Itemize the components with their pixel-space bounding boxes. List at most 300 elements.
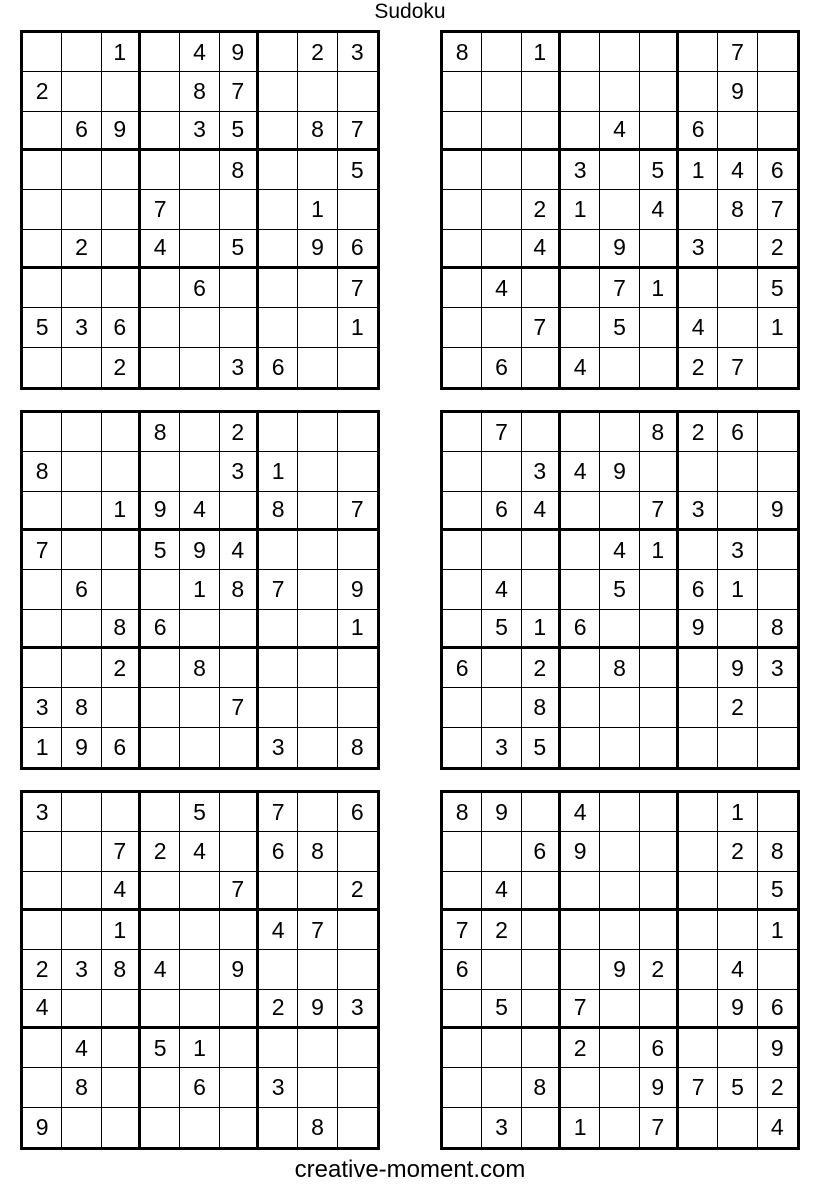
sudoku-cell: 9 — [220, 33, 259, 72]
sudoku-cell: 4 — [718, 151, 757, 190]
sudoku-cell — [141, 33, 180, 72]
sudoku-cell: 1 — [718, 570, 757, 609]
sudoku-cell: 8 — [180, 649, 219, 688]
sudoku-cell — [298, 413, 337, 452]
sudoku-cell — [718, 610, 757, 649]
sudoku-cell: 1 — [758, 308, 797, 347]
sudoku-cell — [600, 33, 639, 72]
sudoku-cell — [180, 1108, 219, 1147]
sudoku-cell: 4 — [180, 33, 219, 72]
sudoku-cell: 2 — [679, 348, 718, 387]
sudoku-cell: 7 — [220, 872, 259, 911]
sudoku-cell — [220, 1108, 259, 1147]
sudoku-cell — [298, 950, 337, 989]
sudoku-cell — [180, 950, 219, 989]
sudoku-cell — [62, 348, 101, 387]
sudoku-cell: 1 — [718, 793, 757, 832]
sudoku-cell — [443, 413, 482, 452]
sudoku-cell — [259, 151, 298, 190]
sudoku-cell — [298, 1029, 337, 1068]
sudoku-cell — [640, 112, 679, 151]
sudoku-cell: 6 — [679, 112, 718, 151]
sudoku-cell: 7 — [640, 1108, 679, 1147]
sudoku-cell — [718, 269, 757, 308]
sudoku-cell — [482, 72, 521, 111]
sudoku-cell — [679, 1029, 718, 1068]
sudoku-cell — [679, 728, 718, 767]
sudoku-cell: 3 — [679, 230, 718, 269]
sudoku-cell — [758, 531, 797, 570]
sudoku-cell: 4 — [180, 832, 219, 871]
sudoku-cell: 6 — [141, 610, 180, 649]
sudoku-cell — [482, 531, 521, 570]
sudoku-cell — [522, 151, 561, 190]
sudoku-cell — [220, 728, 259, 767]
sudoku-cell — [23, 348, 62, 387]
sudoku-cell — [62, 649, 101, 688]
sudoku-cell: 6 — [62, 570, 101, 609]
sudoku-cell: 8 — [298, 112, 337, 151]
sudoku-cell — [758, 452, 797, 491]
sudoku-cell: 3 — [718, 531, 757, 570]
sudoku-cell — [443, 452, 482, 491]
sudoku-cell — [102, 269, 141, 308]
sudoku-cell — [600, 348, 639, 387]
sudoku-cell: 8 — [718, 190, 757, 229]
sudoku-cell: 6 — [718, 413, 757, 452]
sudoku-cell — [758, 33, 797, 72]
sudoku-cell: 5 — [180, 793, 219, 832]
sudoku-cell — [23, 570, 62, 609]
sudoku-cell: 2 — [298, 33, 337, 72]
sudoku-cell: 9 — [718, 990, 757, 1029]
sudoku-cell: 9 — [561, 832, 600, 871]
sudoku-cell: 4 — [180, 492, 219, 531]
sudoku-cell — [141, 728, 180, 767]
sudoku-cell — [141, 452, 180, 491]
sudoku-cell: 7 — [338, 112, 377, 151]
sudoku-cell: 2 — [102, 348, 141, 387]
sudoku-cell — [102, 72, 141, 111]
sudoku-cell — [338, 950, 377, 989]
sudoku-cell — [259, 190, 298, 229]
sudoku-cell — [220, 649, 259, 688]
sudoku-cell — [259, 112, 298, 151]
sudoku-cell — [718, 230, 757, 269]
sudoku-cell — [561, 308, 600, 347]
sudoku-cell — [561, 492, 600, 531]
sudoku-cell — [259, 269, 298, 308]
sudoku-cell: 1 — [338, 610, 377, 649]
sudoku-cell: 8 — [443, 33, 482, 72]
sudoku-cell: 7 — [259, 793, 298, 832]
sudoku-cell: 8 — [220, 570, 259, 609]
sudoku-cell: 3 — [180, 112, 219, 151]
sudoku-cell: 2 — [522, 190, 561, 229]
sudoku-cell — [141, 649, 180, 688]
sudoku-cell — [180, 872, 219, 911]
sudoku-cell — [180, 413, 219, 452]
sudoku-cell: 2 — [23, 72, 62, 111]
sudoku-cell: 9 — [482, 793, 521, 832]
sudoku-cell — [482, 33, 521, 72]
sudoku-cell: 1 — [102, 33, 141, 72]
sudoku-cell — [259, 950, 298, 989]
sudoku-cell — [180, 308, 219, 347]
sudoku-cell — [62, 452, 101, 491]
sudoku-cell — [180, 990, 219, 1029]
sudoku-cell — [259, 1029, 298, 1068]
sudoku-cell — [718, 492, 757, 531]
sudoku-cell — [443, 832, 482, 871]
sudoku-cell — [338, 1029, 377, 1068]
sudoku-cell — [23, 112, 62, 151]
sudoku-cell: 9 — [640, 1068, 679, 1107]
sudoku-cell — [600, 413, 639, 452]
sudoku-cell: 4 — [561, 348, 600, 387]
sudoku-cell — [23, 492, 62, 531]
sudoku-cell — [259, 872, 298, 911]
sudoku-cell — [482, 1029, 521, 1068]
sudoku-cell: 5 — [338, 151, 377, 190]
sudoku-cell: 1 — [679, 151, 718, 190]
sudoku-grid-2 — [440, 30, 800, 390]
sudoku-cell: 1 — [758, 911, 797, 950]
sudoku-cell — [522, 872, 561, 911]
sudoku-cell: 7 — [220, 72, 259, 111]
sudoku-cell — [443, 1068, 482, 1107]
sudoku-cell — [443, 872, 482, 911]
sudoku-cell: 4 — [561, 452, 600, 491]
sudoku-cell — [23, 413, 62, 452]
sudoku-cell — [141, 112, 180, 151]
sudoku-cell: 4 — [141, 230, 180, 269]
sudoku-cell — [758, 413, 797, 452]
sudoku-cell — [23, 832, 62, 871]
sudoku-cell: 4 — [482, 269, 521, 308]
sudoku-cell — [561, 649, 600, 688]
sudoku-cell: 7 — [443, 911, 482, 950]
sudoku-cell — [180, 190, 219, 229]
sudoku-cell: 7 — [600, 269, 639, 308]
sudoku-cell — [640, 911, 679, 950]
sudoku-cell — [141, 990, 180, 1029]
sudoku-cell — [141, 688, 180, 727]
sudoku-cell — [62, 1108, 101, 1147]
sudoku-cell — [640, 872, 679, 911]
sudoku-cell — [180, 688, 219, 727]
sudoku-cell — [23, 230, 62, 269]
sudoku-cell: 4 — [141, 950, 180, 989]
sudoku-cell — [23, 1029, 62, 1068]
sudoku-cell: 9 — [718, 649, 757, 688]
sudoku-cell — [23, 610, 62, 649]
sudoku-cell — [600, 492, 639, 531]
sudoku-cell: 9 — [338, 570, 377, 609]
sudoku-cell — [640, 570, 679, 609]
sudoku-cell — [482, 190, 521, 229]
sudoku-grid-4 — [440, 410, 800, 770]
sudoku-cell — [298, 688, 337, 727]
sudoku-cell: 1 — [338, 308, 377, 347]
sudoku-cell — [718, 308, 757, 347]
sudoku-cell — [298, 348, 337, 387]
sudoku-cell — [561, 872, 600, 911]
sudoku-cell: 2 — [758, 230, 797, 269]
sudoku-cell — [640, 610, 679, 649]
sudoku-cell: 4 — [23, 990, 62, 1029]
sudoku-cell — [338, 1068, 377, 1107]
sudoku-cell — [482, 688, 521, 727]
sudoku-cell — [443, 688, 482, 727]
sudoku-cell: 3 — [62, 308, 101, 347]
sudoku-cell: 4 — [102, 872, 141, 911]
sudoku-cell: 1 — [561, 190, 600, 229]
sudoku-cell: 8 — [350, 733, 364, 760]
sudoku-cell — [718, 872, 757, 911]
sudoku-cell — [679, 33, 718, 72]
sudoku-cell: 9 — [141, 492, 180, 531]
sudoku-cell: 6 — [758, 990, 797, 1029]
sudoku-cell: 5 — [600, 570, 639, 609]
sudoku-cell: 8 — [62, 688, 101, 727]
sudoku-cell: 6 — [338, 230, 377, 269]
sudoku-cell: 8 — [443, 793, 482, 832]
sudoku-cell — [102, 1108, 141, 1147]
sudoku-cell: 6 — [180, 269, 219, 308]
sudoku-cell: 4 — [770, 1113, 784, 1140]
sudoku-cell — [561, 728, 600, 767]
sudoku-cell — [679, 1108, 718, 1147]
sudoku-cell: 3 — [220, 452, 259, 491]
sudoku-cell — [338, 348, 377, 387]
sudoku-cell: 6 — [443, 950, 482, 989]
sudoku-cell — [23, 33, 62, 72]
sudoku-cell: 2 — [561, 1029, 600, 1068]
sudoku-cell: 2 — [62, 230, 101, 269]
sudoku-cell — [220, 308, 259, 347]
sudoku-cell: 5 — [482, 990, 521, 1029]
sudoku-cell: 8 — [102, 610, 141, 649]
sudoku-cell — [640, 33, 679, 72]
sudoku-cell — [600, 190, 639, 229]
sudoku-cell: 3 — [338, 990, 377, 1029]
sudoku-cell: 2 — [23, 950, 62, 989]
sudoku-cell — [600, 610, 639, 649]
sudoku-cell — [640, 452, 679, 491]
sudoku-cell: 8 — [758, 610, 797, 649]
sudoku-cell: 4 — [600, 531, 639, 570]
sudoku-cell — [298, 872, 337, 911]
sudoku-cell — [561, 413, 600, 452]
sudoku-cell: 1 — [522, 33, 561, 72]
sudoku-cell: 5 — [758, 269, 797, 308]
sudoku-cell: 5 — [141, 1029, 180, 1068]
sudoku-cell — [62, 872, 101, 911]
sudoku-cell: 1 — [561, 1108, 600, 1147]
sudoku-cell — [298, 308, 337, 347]
sudoku-cell — [102, 452, 141, 491]
sudoku-cell — [23, 1068, 62, 1107]
sudoku-cell: 7 — [338, 492, 377, 531]
sudoku-cell: 8 — [298, 832, 337, 871]
sudoku-cell — [62, 990, 101, 1029]
sudoku-cell — [561, 72, 600, 111]
sudoku-cell — [640, 72, 679, 111]
sudoku-cell: 4 — [522, 230, 561, 269]
sudoku-cell: 5 — [141, 531, 180, 570]
sudoku-cell: 9 — [600, 950, 639, 989]
sudoku-cell — [220, 190, 259, 229]
sudoku-cell — [443, 570, 482, 609]
sudoku-cell: 2 — [338, 872, 377, 911]
sudoku-cell — [102, 190, 141, 229]
sudoku-cell: 8 — [141, 413, 180, 452]
sudoku-cell: 8 — [180, 72, 219, 111]
sudoku-cell: 6 — [102, 728, 141, 767]
sudoku-cell — [640, 688, 679, 727]
sudoku-cell — [141, 348, 180, 387]
sudoku-cell: 4 — [220, 531, 259, 570]
sudoku-grid-6 — [440, 790, 800, 1150]
sudoku-cell: 6 — [338, 793, 377, 832]
sudoku-cell — [679, 872, 718, 911]
sudoku-cell: 1 — [259, 452, 298, 491]
sudoku-cell — [102, 990, 141, 1029]
sudoku-cell — [561, 33, 600, 72]
sudoku-cell — [522, 950, 561, 989]
sudoku-cell — [180, 728, 219, 767]
sudoku-cell: 1 — [23, 728, 62, 767]
sudoku-cell — [338, 649, 377, 688]
sudoku-grid-1 — [20, 30, 380, 390]
sudoku-cell — [62, 832, 101, 871]
sudoku-cell — [23, 911, 62, 950]
sudoku-cell: 9 — [62, 728, 101, 767]
sudoku-cell — [141, 872, 180, 911]
sudoku-cell — [102, 413, 141, 452]
sudoku-cell — [62, 793, 101, 832]
sudoku-cell: 3 — [23, 688, 62, 727]
sudoku-cell — [600, 1108, 639, 1147]
sudoku-cell: 9 — [298, 990, 337, 1029]
sudoku-cell — [338, 190, 377, 229]
sudoku-cell — [23, 151, 62, 190]
sudoku-cell — [522, 1029, 561, 1068]
sudoku-cell — [640, 793, 679, 832]
sudoku-cell — [102, 688, 141, 727]
sudoku-cell — [482, 151, 521, 190]
sudoku-cell — [522, 112, 561, 151]
sudoku-cell: 8 — [220, 151, 259, 190]
sudoku-cell — [561, 688, 600, 727]
sudoku-cell: 2 — [259, 990, 298, 1029]
sudoku-cell: 3 — [23, 793, 62, 832]
sudoku-cell — [561, 570, 600, 609]
sudoku-cell — [561, 230, 600, 269]
sudoku-cell — [62, 269, 101, 308]
sudoku-cell — [482, 112, 521, 151]
sudoku-cell — [102, 151, 141, 190]
sudoku-cell: 8 — [640, 413, 679, 452]
sudoku-cell: 6 — [679, 570, 718, 609]
sudoku-cell: 6 — [62, 112, 101, 151]
sudoku-cell — [141, 72, 180, 111]
sudoku-cell: 3 — [758, 649, 797, 688]
sudoku-cell: 6 — [482, 348, 521, 387]
sudoku-cell: 7 — [522, 308, 561, 347]
sudoku-cell — [220, 1068, 259, 1107]
sudoku-cell: 4 — [561, 793, 600, 832]
sudoku-cell: 7 — [23, 531, 62, 570]
sudoku-cell — [679, 990, 718, 1029]
sudoku-cell — [679, 832, 718, 871]
sudoku-cell — [718, 911, 757, 950]
sudoku-cell — [640, 230, 679, 269]
sudoku-cell: 2 — [522, 649, 561, 688]
sudoku-cell: 7 — [758, 190, 797, 229]
sudoku-cell — [338, 688, 377, 727]
sudoku-cell — [220, 610, 259, 649]
sudoku-cell — [338, 531, 377, 570]
sudoku-cell: 5 — [482, 610, 521, 649]
sudoku-cell: 9 — [23, 1108, 62, 1147]
sudoku-cell — [141, 793, 180, 832]
sudoku-cell: 9 — [298, 230, 337, 269]
sudoku-cell: 6 — [180, 1068, 219, 1107]
sudoku-cell — [522, 793, 561, 832]
sudoku-cell — [141, 1108, 180, 1147]
sudoku-cell: 3 — [561, 151, 600, 190]
sudoku-cell — [338, 1108, 377, 1147]
sudoku-cell — [600, 911, 639, 950]
sudoku-cell — [102, 1068, 141, 1107]
sudoku-cell — [443, 72, 482, 111]
sudoku-cell — [141, 269, 180, 308]
sudoku-cell — [298, 492, 337, 531]
sudoku-cell — [298, 793, 337, 832]
sudoku-cell — [600, 1029, 639, 1068]
sudoku-cell: 9 — [758, 1029, 797, 1068]
sudoku-cell: 5 — [718, 1068, 757, 1107]
sudoku-cell — [522, 269, 561, 308]
sudoku-cell — [338, 911, 377, 950]
sudoku-cell — [443, 610, 482, 649]
sudoku-cell — [298, 452, 337, 491]
sudoku-cell — [758, 728, 797, 767]
sudoku-cell — [443, 151, 482, 190]
sudoku-cell: 8 — [758, 832, 797, 871]
sudoku-cell: 5 — [600, 308, 639, 347]
sudoku-cell — [443, 269, 482, 308]
sudoku-cell — [561, 911, 600, 950]
sudoku-cell: 7 — [141, 190, 180, 229]
sudoku-cell — [443, 308, 482, 347]
sudoku-cell: 4 — [600, 112, 639, 151]
sudoku-cell: 8 — [298, 1108, 337, 1147]
sudoku-cell — [522, 911, 561, 950]
sudoku-cell — [600, 688, 639, 727]
sudoku-cell: 9 — [600, 230, 639, 269]
sudoku-cell — [23, 872, 62, 911]
sudoku-cell — [220, 832, 259, 871]
sudoku-cell: 4 — [679, 308, 718, 347]
sudoku-cell: 8 — [23, 452, 62, 491]
sudoku-cell — [298, 610, 337, 649]
sudoku-cell: 4 — [718, 950, 757, 989]
sudoku-cell: 6 — [443, 649, 482, 688]
sudoku-cell — [102, 793, 141, 832]
